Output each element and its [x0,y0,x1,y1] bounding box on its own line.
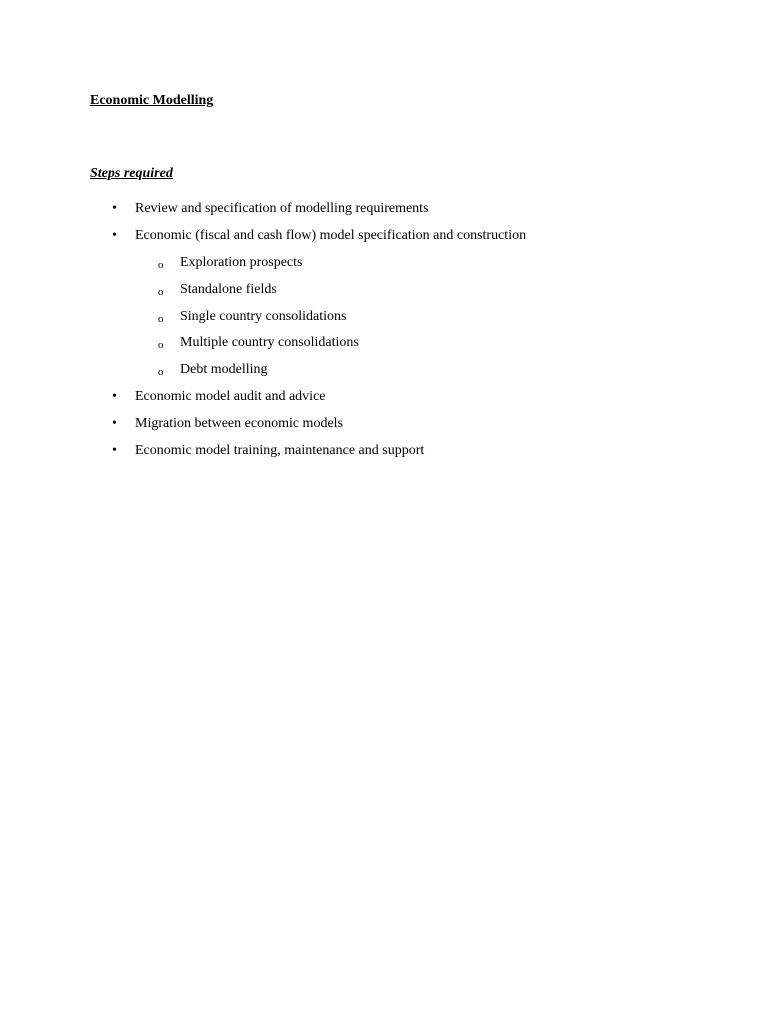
list-item [0,227,768,254]
list-item [0,442,768,469]
sub-bullet-icon: o [158,285,164,298]
section-heading: Steps required [90,166,173,181]
bullet-icon: • [112,389,117,405]
sub-list-item [0,308,768,335]
sub-list-item [0,361,768,388]
steps-list [0,200,768,469]
sub-list-item-text: Single country consolidations [180,308,347,324]
bullet-icon: • [112,227,117,243]
sub-list-item-text: Standalone fields [180,281,277,297]
list-item-text: Economic model audit and advice [135,389,326,405]
list-item-text: Economic model training, maintenance and support [135,443,425,459]
list-item [0,388,768,415]
list-item [0,415,768,442]
sub-list-item [0,254,768,281]
list-item-text: Migration between economic models [135,416,343,432]
bullet-icon: • [112,443,117,459]
sub-bullet-icon: o [158,312,164,325]
list-item [0,200,768,227]
list-item-text: Review and specification of modelling requirements [135,201,429,216]
bullet-icon: • [112,201,117,216]
sub-bullet-icon: o [158,258,164,271]
document-title: Economic Modelling [90,93,214,108]
list-item-text: Economic (fiscal and cash flow) model specification and construction [135,227,527,243]
sub-list-item [0,281,768,308]
sub-list-item-text: Exploration prospects [180,254,303,270]
sub-list-item [0,334,768,361]
sub-bullet-icon: o [158,339,164,352]
sub-list-item-text: Multiple country consolidations [180,335,359,351]
bullet-icon: • [112,416,117,432]
sub-bullet-icon: o [158,366,164,379]
sub-list-item-text: Debt modelling [180,362,268,378]
